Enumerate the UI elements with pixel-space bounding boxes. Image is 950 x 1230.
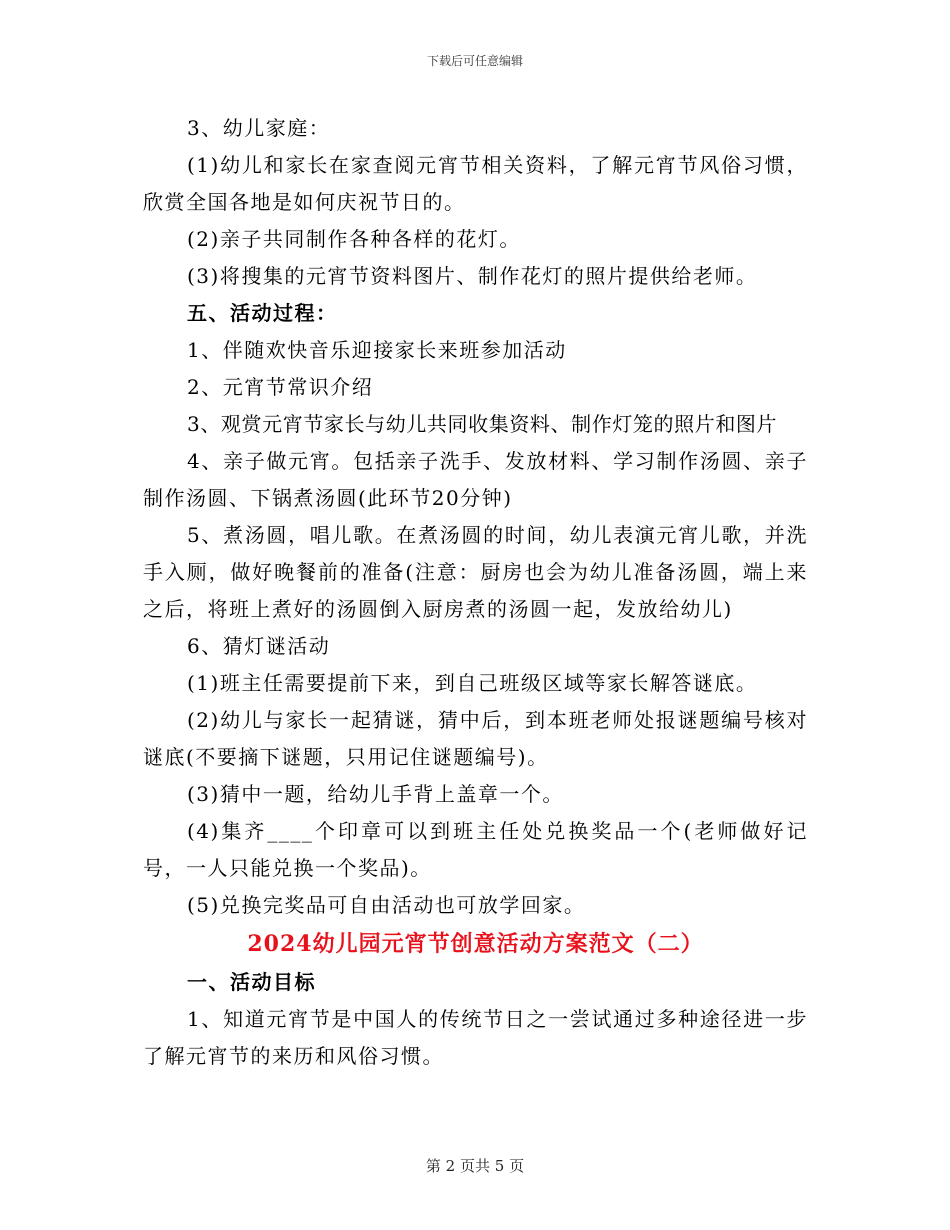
page-header: 下载后可任意编辑 [426,54,523,68]
paragraph: 4、亲子做元宵。包括亲子洗手、发放材料、学习制作汤圆、亲子制作汤圆、下锅煮汤圆(此环节20分钟) [143,449,808,510]
document-body [143,110,808,1075]
paragraph: 6、猜灯谜活动 [187,634,331,658]
paragraph: 3、观赏元宵节家长与幼儿共同收集资料、制作灯笼的照片和图片 [187,412,778,436]
paragraph: (2)亲子共同制作各种各样的花灯。 [187,227,521,251]
paragraph: 5、煮汤圆，唱儿歌。在煮汤圆的时间，幼儿表演元宵儿歌，并洗手入厕，做好晚餐前的准备(注意：厨房也会为幼儿准备汤圆，端上来之后，将班上煮好的汤圆倒入厨房煮的汤圆一起，发放给幼儿) [143,523,808,621]
paragraph: 1、知道元宵节是中国人的传统节日之一尝试通过多种途径进一步了解元宵节的来历和风俗习惯。 [143,1007,808,1068]
paragraph: (3)猜中一题，给幼儿手背上盖章一个。 [187,782,564,806]
page-footer: 第 2 页共 5 页 [425,1157,525,1175]
section-heading: 一、活动目标 [187,970,316,994]
paragraph: (5)兑换完奖品可自由活动也可放学回家。 [187,893,586,917]
section-subheading: 3、幼儿家庭： [187,116,331,140]
paragraph: (1)班主任需要提前下来，到自己班级区域等家长解答谜底。 [187,671,758,695]
paragraph: (2)幼儿与家长一起猜谜，猜中后，到本班老师处报谜题编号核对谜底(不要摘下谜题，只用记住谜题编号)。 [143,708,808,769]
paragraph: 1、伴随欢快音乐迎接家长来班参加活动 [187,338,567,362]
document-title: 2024幼儿园元宵节创意活动方案范文（二） [247,931,704,957]
paragraph: (3)将搜集的元宵节资料图片、制作花灯的照片提供给老师。 [187,264,758,288]
section-heading: 五、活动过程： [187,301,338,325]
paragraph: (1)幼儿和家长在家查阅元宵节相关资料，了解元宵节风俗习惯，欣赏全国各地是如何庆祝节日的。 [143,153,808,214]
paragraph: 2、元宵节常识介绍 [187,375,374,399]
paragraph: (4)集齐____个印章可以到班主任处兑换奖品一个(老师做好记号，一人只能兑换一个奖品)。 [143,819,808,880]
